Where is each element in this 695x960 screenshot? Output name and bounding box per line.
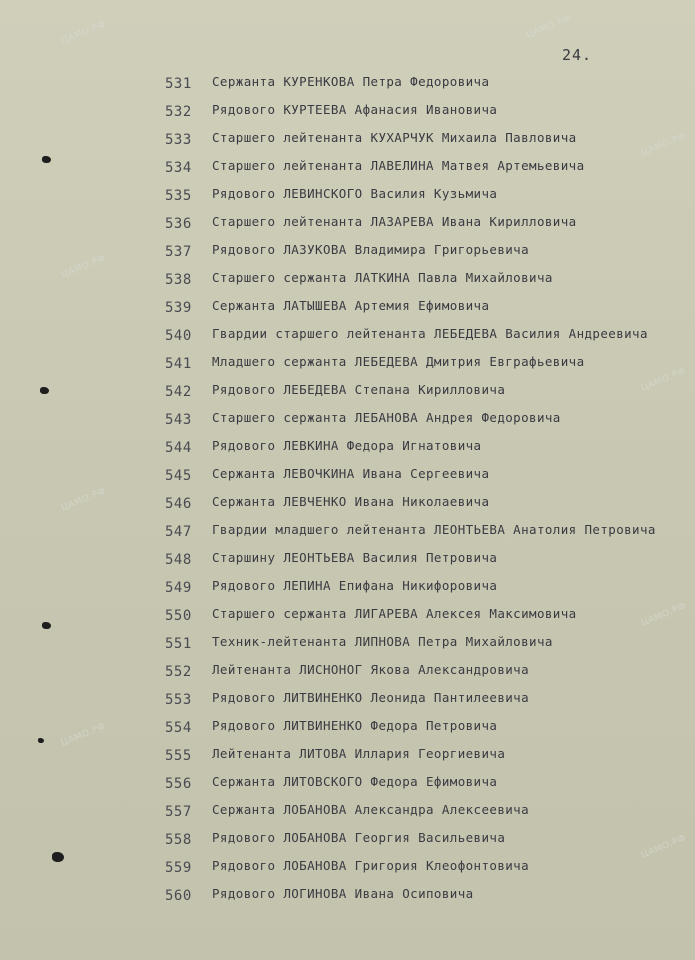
entry-number: 546 (165, 496, 192, 512)
entry-text: Рядового ЛАЗУКОВА Владимира Григорьевича (212, 242, 530, 257)
entry-text: Сержанта ЛЕВЧЕНКО Ивана Николаевича (212, 494, 490, 509)
entry-text: Сержанта КУРЕНКОВА Петра Федоровича (212, 74, 490, 89)
page-number: 24. (562, 46, 593, 64)
entry-text: Младшего сержанта ЛЕБЕДЕВА Дмитрия Евграфьевича (212, 354, 585, 369)
list-item (0, 664, 695, 692)
watermark: ЦАМО.РФ (59, 253, 108, 281)
list-item (0, 356, 695, 384)
entry-text: Рядового ЛЕПИНА Епифана Никифоровича (212, 578, 498, 593)
entry-text: Лейтенанта ЛИТОВА Иллария Георгиевича (212, 746, 506, 761)
entry-text: Техник-лейтенанта ЛИПНОВА Петра Михайловича (212, 634, 553, 649)
entry-text: Сержанта ЛЕВОЧКИНА Ивана Сергеевича (212, 466, 490, 481)
entry-number: 553 (165, 692, 192, 708)
entry-number: 552 (165, 664, 192, 680)
entry-text: Старшего сержанта ЛАТКИНА Павла Михайловича (212, 270, 553, 285)
entry-number: 560 (165, 888, 192, 904)
entry-text: Рядового ЛОБАНОВА Георгия Васильевича (212, 830, 506, 845)
entry-number: 535 (165, 188, 192, 204)
entry-text: Рядового ЛОБАНОВА Григория Клеофонтовича (212, 858, 530, 873)
list-item (0, 496, 695, 524)
list-item (0, 524, 695, 552)
entry-number: 536 (165, 216, 192, 232)
list-item (0, 832, 695, 860)
list-item (0, 552, 695, 580)
list-item (0, 244, 695, 272)
list-item (0, 76, 695, 104)
watermark: ЦАМО.РФ (59, 486, 108, 514)
entry-number: 542 (165, 384, 192, 400)
entry-text: Рядового ЛЕВИНСКОГО Василия Кузьмича (212, 186, 498, 201)
list-item (0, 160, 695, 188)
entry-number: 558 (165, 832, 192, 848)
entry-number: 538 (165, 272, 192, 288)
list-item (0, 468, 695, 496)
list-item (0, 636, 695, 664)
list-item (0, 888, 695, 916)
list-item (0, 132, 695, 160)
entry-number: 551 (165, 636, 192, 652)
entry-text: Старшего сержанта ЛЕБАНОВА Андрея Федоровича (212, 410, 561, 425)
list-item (0, 216, 695, 244)
entry-number: 534 (165, 160, 192, 176)
list-item (0, 608, 695, 636)
watermark: ЦАМО.РФ (59, 19, 108, 47)
entry-text: Старшего лейтенанта ЛАВЕЛИНА Матвея Артемьевича (212, 158, 585, 173)
entry-text: Рядового ЛИТВИНЕНКО Федора Петровича (212, 718, 498, 733)
entry-number: 539 (165, 300, 192, 316)
list-item (0, 748, 695, 776)
entry-number: 548 (165, 552, 192, 568)
list-item (0, 412, 695, 440)
list-item (0, 580, 695, 608)
entry-number: 559 (165, 860, 192, 876)
entry-text: Старшину ЛЕОНТЬЕВА Василия Петровича (212, 550, 498, 565)
entry-text: Сержанта ЛОБАНОВА Александра Алексеевича (212, 802, 530, 817)
entry-number: 547 (165, 524, 192, 540)
entry-number: 531 (165, 76, 192, 92)
list-item (0, 300, 695, 328)
entry-number: 555 (165, 748, 192, 764)
list-item (0, 384, 695, 412)
entry-text: Старшего лейтенанта ЛАЗАРЕВА Ивана Кирилловича (212, 214, 577, 229)
entry-text: Гвардии младшего лейтенанта ЛЕОНТЬЕВА Анатолия Петровича (212, 522, 656, 537)
entry-number: 554 (165, 720, 192, 736)
entry-number: 541 (165, 356, 192, 372)
entry-text: Гвардии старшего лейтенанта ЛЕБЕДЕВА Василия Андреевича (212, 326, 648, 341)
list-item (0, 272, 695, 300)
list-item (0, 188, 695, 216)
watermark: ЦАМО.РФ (524, 13, 573, 41)
entry-number: 532 (165, 104, 192, 120)
watermark: ЦАМО.РФ (59, 721, 108, 749)
entry-number: 540 (165, 328, 192, 344)
entry-number: 557 (165, 804, 192, 820)
entry-number: 556 (165, 776, 192, 792)
entry-text: Рядового ЛЕБЕДЕВА Степана Кирилловича (212, 382, 506, 397)
watermark: ЦАМО.РФ (639, 366, 688, 394)
entry-text: Рядового ЛОГИНОВА Ивана Осиповича (212, 886, 474, 901)
entry-text: Старшего лейтенанта КУХАРЧУК Михаила Павловича (212, 130, 577, 145)
entry-text: Рядового ЛЕВКИНА Федора Игнатовича (212, 438, 482, 453)
entry-number: 533 (165, 132, 192, 148)
entry-text: Сержанта ЛАТЫШЕВА Артемия Ефимовича (212, 298, 490, 313)
watermark: ЦАМО.РФ (639, 131, 688, 159)
entry-number: 543 (165, 412, 192, 428)
list-item (0, 776, 695, 804)
entry-number: 545 (165, 468, 192, 484)
list-item (0, 804, 695, 832)
watermark: ЦАМО.РФ (639, 833, 688, 861)
list-item (0, 440, 695, 468)
entry-text: Лейтенанта ЛИСНОНОГ Якова Александровича (212, 662, 530, 677)
watermark: ЦАМО.РФ (639, 601, 688, 629)
list-item (0, 720, 695, 748)
entry-text: Рядового ЛИТВИНЕНКО Леонида Пантилеевича (212, 690, 530, 705)
entry-text: Рядового КУРТЕЕВА Афанасия Ивановича (212, 102, 498, 117)
entry-number: 537 (165, 244, 192, 260)
list-item (0, 104, 695, 132)
entry-number: 544 (165, 440, 192, 456)
list-item (0, 860, 695, 888)
list-item (0, 328, 695, 356)
entry-number: 549 (165, 580, 192, 596)
entry-text: Сержанта ЛИТОВСКОГО Федора Ефимовича (212, 774, 498, 789)
entry-text: Старшего сержанта ЛИГАРЕВА Алексея Максимовича (212, 606, 577, 621)
entry-number: 550 (165, 608, 192, 624)
list-item (0, 692, 695, 720)
